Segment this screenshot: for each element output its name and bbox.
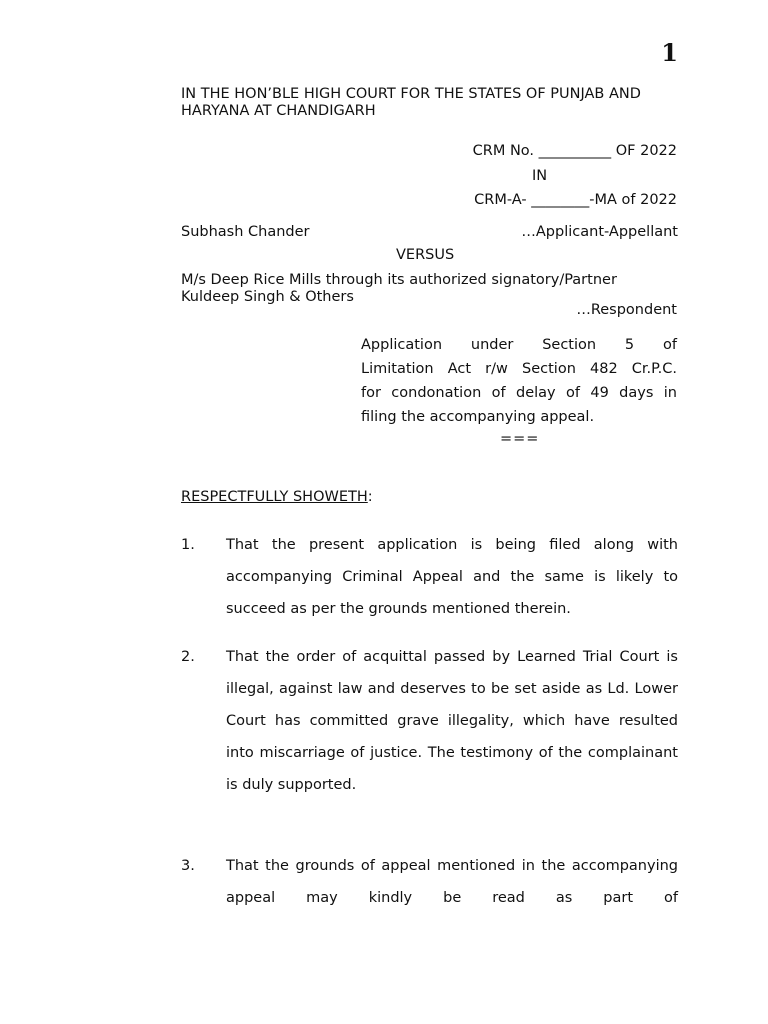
showeth-colon: : [367, 489, 373, 505]
showeth-label: RESPECTFULLY SHOWETH [181, 489, 368, 505]
paragraph-number: 1. [181, 537, 195, 553]
applicant-role: …Applicant-Appellant [521, 224, 678, 240]
applicant-name: Subhash Chander [181, 224, 310, 240]
paragraph-number: 2. [181, 649, 195, 665]
paragraph-text: That the order of acquittal passed by Learned Trial Court is illegal, against law and deserves to be set aside as Ld. Lower Court has committed grave illegality, which have resulted into miscarriage of justice. The testimony of the complainant is duly supported. [226, 649, 678, 793]
in-label [532, 168, 547, 184]
in-text: IN [532, 168, 548, 184]
page-number: 1 [661, 38, 678, 67]
crm-number-line: CRM No. __________ OF 2022 [472, 143, 677, 159]
paragraph-2 [181, 641, 678, 801]
application-block [361, 333, 677, 429]
showeth-heading [181, 489, 373, 505]
court-title: IN THE HON’BLE HIGH COURT FOR THE STATES OF PUNJAB AND HARYANA AT CHANDIGARH [181, 86, 641, 119]
versus-label: VERSUS [396, 247, 455, 263]
applicant-row [181, 224, 678, 240]
respondent-role: …Respondent [576, 302, 677, 318]
paragraph-text: That the grounds of appeal mentioned in the accompanying appeal may kindly be read as part of [226, 858, 678, 906]
application-line: for condonation of delay of 49 days in [361, 385, 677, 401]
respondent-name: M/s Deep Rice Mills through its authorized signatory/Partner Kuldeep Singh & Others [181, 272, 617, 305]
paragraph-1 [181, 529, 678, 625]
application-line: Limitation Act r/w Section 482 Cr.P.C. [361, 361, 677, 377]
separator: === [500, 431, 540, 447]
application-line: filing the accompanying appeal. [361, 409, 595, 425]
crm-a-line: CRM-A- ________-MA of 2022 [474, 192, 677, 208]
application-line: Application under Section 5 of [361, 337, 677, 353]
paragraph-number: 3. [181, 858, 195, 874]
paragraph-3 [181, 850, 678, 914]
paragraph-text: That the present application is being filed along with accompanying Criminal Appeal and the same is likely to succeed as per the grounds mentioned therein. [226, 537, 678, 617]
